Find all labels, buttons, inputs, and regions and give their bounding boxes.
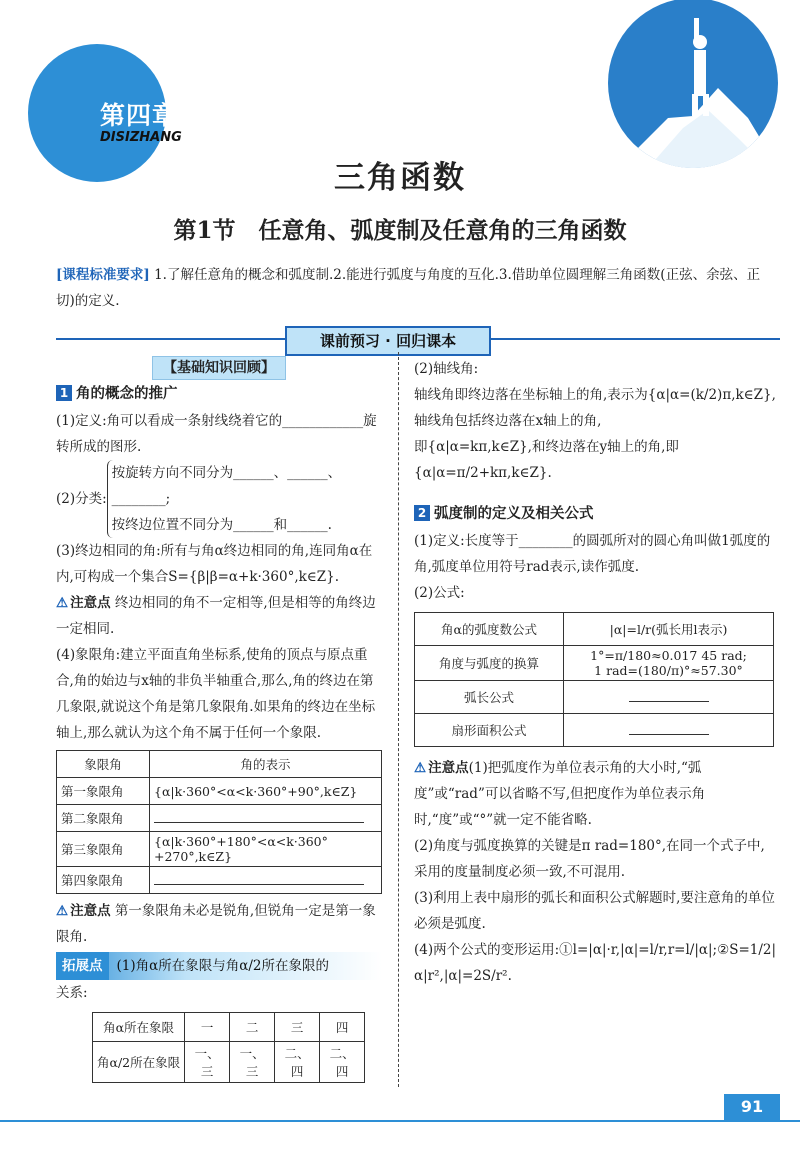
axis-angle-text: 轴线角即终边落在坐标轴上的角,表示为{α|α=(k/2)π,k∈Z},轴线角包括终边落在x轴上的角, [414,387,776,429]
extension-text: 关系: [56,985,88,1001]
table-row: 弧长公式 [415,681,774,714]
column-divider [398,352,399,1087]
radian-formula-table [414,612,774,747]
climber-icon [608,0,778,168]
table-row: 第三象限角 {α|k·360°+180°<α<k·360°+270°,k∈Z} [57,832,382,867]
preview-banner: 课前预习 · 回归课本 [285,326,491,356]
section-number: 2 [414,505,430,521]
table-row: 角度与弧度的换算 1°=π/180≈0.017 45 rad; 1 rad=(180/π)°≈57.30° [415,646,774,681]
basic-knowledge-heading: 【基础知识回顾】 [56,356,382,380]
note-2: ⚠ 注意点 第一象限角未必是锐角,但锐角一定是第一象限角. [56,898,382,950]
table-row: 第一象限角 {α|k·360°<α<k·360°+90°,k∈Z} [57,778,382,805]
extension-point: 拓展点 (1)角α所在象限与角α/2所在象限的 [56,952,382,980]
classification: (2)分类: 按旋转方向不同分为______、______、 ________; 按终边位置不同分为______和______. [56,460,382,538]
axis-angle-text-2: 即{α|α=kπ,k∈Z},和终边落在y轴上的角,即 [414,439,679,455]
section-1-heading: 1 角的概念的推广 [56,380,382,408]
axis-angle-text-3: {α|α=π/2+kπ,k∈Z}. [414,465,552,481]
standard-tag: [课程标准要求] [56,267,150,283]
definition-text: (1)定义:角可以看成一条射线绕着它的____________旋转所成的图形. [56,413,377,455]
chapter-title: 三角函数 [334,160,466,196]
formula-label: (2)公式: [414,585,465,601]
coterminal-text: (3)终边相同的角:所有与角α终边相同的角,连同角α在内,可构成一个集合S={β|β=α+k·360°,k∈Z}. [56,543,373,585]
header-illustration [608,0,778,168]
table-row: 第四象限角 [57,867,382,894]
note-3-item-4: (4)两个公式的变形运用:①l=|α|·r,|α|=l/r,r=l/|α|;②S=1/2|α|r²,|α|=2S/r². [414,942,777,984]
quadrant-text: (4)象限角:建立平面直角坐标系,使角的顶点与原点重合,角的始边与x轴的非负半轴重合,那么,角的终边在第几象限,就说这个角是第几象限角.如果角的终边在坐标轴上,那么就认为这个角不属于任何一个象限. [56,647,376,741]
table-row: 第二象限角 [57,805,382,832]
table-row: 扇形面积公式 [415,714,774,747]
warning-icon: ⚠ [56,903,69,919]
standard-text: 1.了解任意角的概念和弧度制.2.能进行弧度与角度的互化.3.借助单位圆理解三角函数(正弦、余弦、正切)的定义. [56,267,761,309]
note-3: ⚠ 注意点(1)把弧度作为单位表示角的大小时,“弧度”或“rad”可以省略不写,但把度作为单位表示角时,“度”或“°”就一定不能省略. [414,755,778,833]
warning-icon: ⚠ [56,595,69,611]
axis-angle-title: (2)轴线角: [414,361,479,377]
quadrant-table: 象限角 角的表示 第一象限角 {α|k·360°<α<k·360°+90°,k∈Z} 第二象限角 第三象限角 {α|k·360°+180°<α<k·360°+270°,k∈Z} 第四象限角 [56,750,382,894]
table-row: 角α的弧度数公式 |α|=l/r(弧长用l表示) [415,613,774,646]
chapter-number: 第四章 [100,101,179,130]
warning-icon: ⚠ [414,760,427,776]
chapter-pinyin: DISIZHANG [100,130,182,145]
section-2-heading: 2 弧度制的定义及相关公式 [414,500,778,528]
section-title: 第1节 任意角、弧度制及任意角的三角函数 [173,217,627,244]
note-3-item-2: (2)角度与弧度换算的关键是π rad=180°,在同一个式子中,采用的度量制度必须一致,不可混用. [414,838,765,880]
radian-definition: (1)定义:长度等于________的圆弧所对的圆心角叫做1弧度的角,弧度单位用符号rad表示,读作弧度. [414,533,771,575]
extension-tag: 拓展点 [56,952,109,980]
left-column [56,356,382,1083]
footer-rule [0,1120,800,1122]
right-column [414,356,778,989]
curriculum-standard [56,262,776,314]
section-number: 1 [56,385,72,401]
page-number: 91 [724,1094,780,1120]
note-3-item-3: (3)利用上表中扇形的弧长和面积公式解题时,要注意角的单位必须是弧度. [414,890,775,932]
half-angle-table: 角α所在象限 一 二 三 四 角α/2所在象限 一、三 一、三 二、四 二、四 [92,1012,365,1083]
note-1: ⚠ 注意点 终边相同的角不一定相等,但是相等的角终边一定相同. [56,590,382,642]
